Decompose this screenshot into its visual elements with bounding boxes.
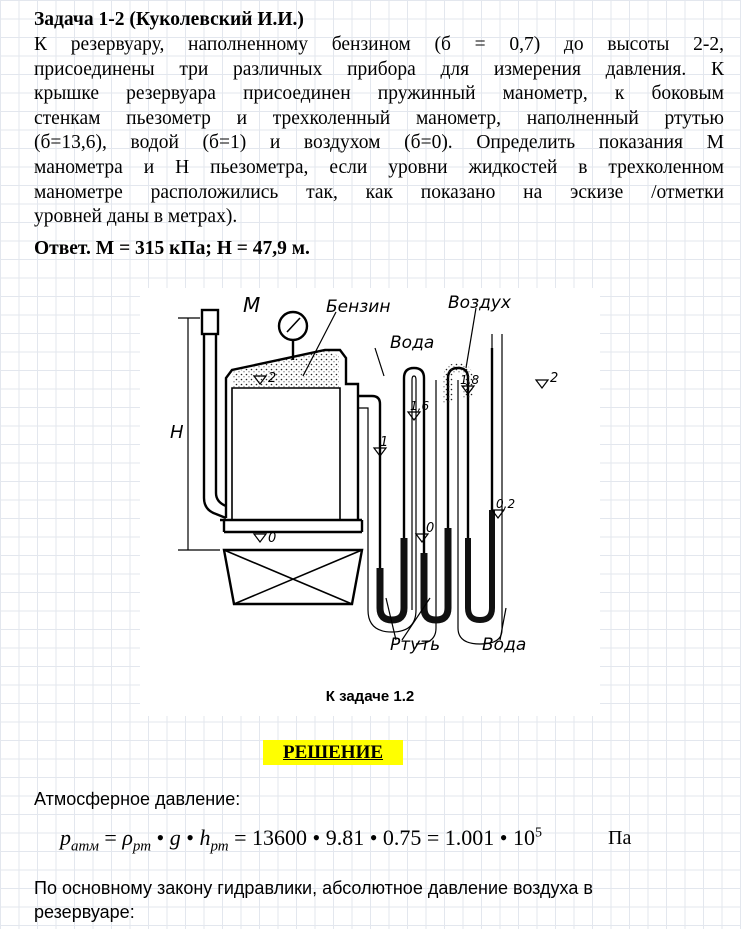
tank-diagram [140, 288, 600, 688]
pressure-unit: Па [608, 827, 632, 849]
level-mark: 1,6 [410, 399, 430, 413]
atm-pressure-formula: $p_{атм} = \rho_{рт}$ • g • $h_{рт} = 13600$ • 9.81 • 0.75 = 1.001 • $10^5$ [60, 825, 543, 855]
problem-statement [34, 33, 724, 230]
problem-line: присоединены три различных прибора для измерения давления. К [34, 58, 724, 80]
level-mark: 0 [268, 531, 277, 546]
problem-line: крышке резервуара присоединен пружинный манометр, к боковым [34, 83, 724, 105]
answer: Ответ. M = 315 кПа; H = 47,9 м. [34, 238, 310, 259]
solution-heading: РЕШЕНИЕ [263, 740, 403, 765]
label-vozdukh: Воздух [448, 293, 511, 313]
problem-line: К резервуару, наполненному бензином (б = 0,7) до высоты 2-2, [34, 34, 724, 55]
problem-line: (б=13,6), водой (б=1) и воздухом (б=0). Определить показания M [34, 132, 724, 154]
problem-figure [140, 288, 600, 716]
level-mark: 2 [550, 371, 559, 386]
level-mark: 0 [426, 521, 435, 536]
atm-pressure-label: Атмосферное давление: [34, 789, 241, 809]
level-mark: 2 [268, 371, 277, 386]
label-benzin: Бензин [326, 297, 391, 317]
level-mark: 0,2 [496, 497, 516, 511]
level-mark: 1 [380, 435, 389, 450]
level-mark: 1,8 [460, 373, 480, 387]
problem-line: уровней даны в метрах). [34, 206, 238, 228]
label-rtut: Ртуть [390, 635, 441, 655]
problem-line: манометре расположились так, как показано на эскизе /отметки [34, 181, 724, 203]
problem-title: Задача 1-2 (Куколевский И.И.) [34, 9, 304, 30]
label-h: H [170, 422, 184, 443]
figure-caption: К задаче 1.2 [325, 688, 415, 705]
law-text: По основному закону гидравлики, абсолютное давление воздуха в резервуаре: [34, 878, 593, 922]
problem-line: стенкам пьезометр и трехколенный манометр, наполненный ртутью [34, 107, 724, 129]
problem-line: манометра и H пьезометра, если уровни жидкостей в трехколенном [34, 156, 724, 178]
label-voda-top: Вода [390, 333, 435, 353]
label-m: M [243, 293, 261, 317]
label-voda-bottom: Вода [482, 635, 527, 655]
